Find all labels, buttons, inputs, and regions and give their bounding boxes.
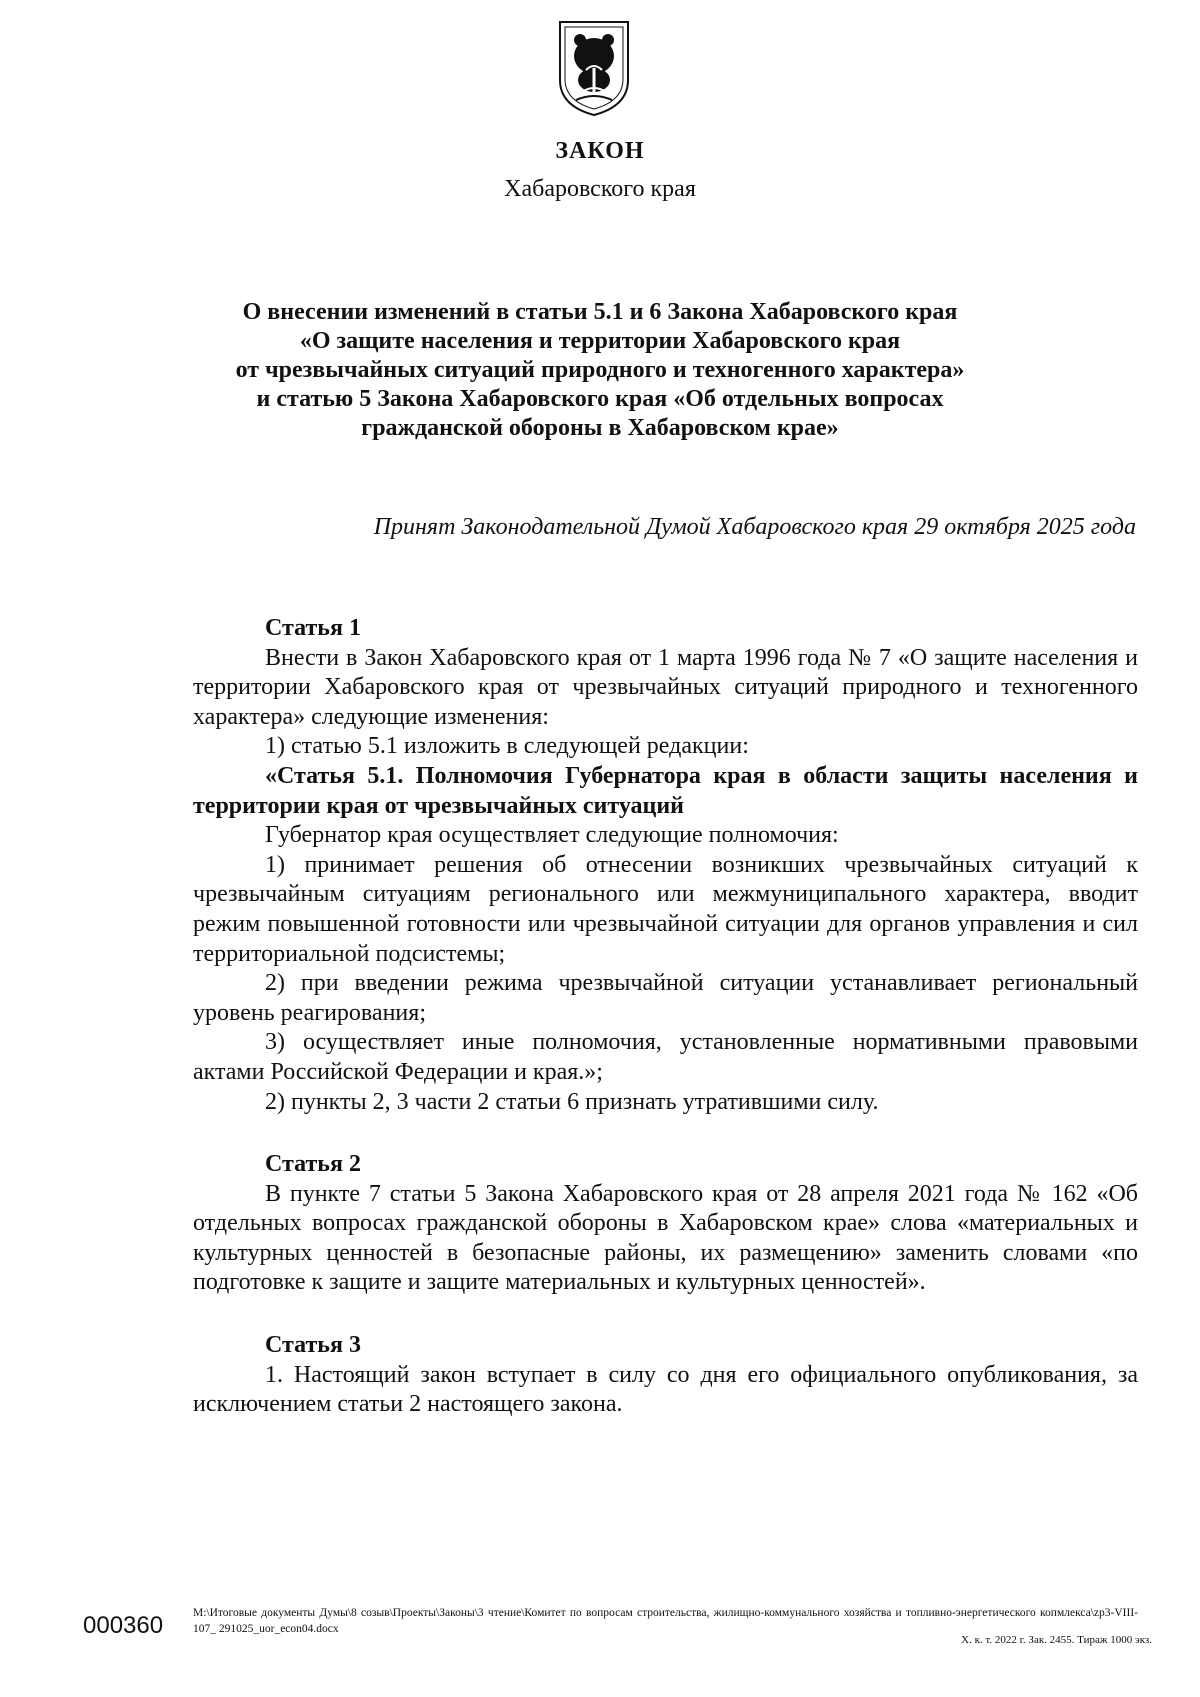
new-article-5-1-title: «Статья 5.1. Полномочия Губернатора края в области защиты населения и территории края от чрезвычайных ситуаций <box>193 762 1138 819</box>
governor-power-1: 1) принимает решения об отнесении возникших чрезвычайных ситуаций к чрезвычайным ситуациям регионального или межмуниципального характера, вводит режим повышенной готовности или чрезвычайной ситуации для органов управления и сил территориальной подсистемы; <box>193 851 1138 967</box>
title-line: О внесении изменений в статьи 5.1 и 6 Закона Хабаровского края <box>242 299 958 325</box>
document-number: 000360 <box>83 1612 164 1639</box>
law-title: ЗАКОН <box>555 138 645 164</box>
article-1-heading: Статья 1 <box>265 615 361 641</box>
region-name: Хабаровского края <box>504 176 696 202</box>
print-info: Х. к. т. 2022 г. Зак. 2455. Тираж 1000 экз. <box>961 1634 1152 1646</box>
document-title <box>200 298 1000 443</box>
article-3-text: 1. Настоящий закон вступает в силу со дня его официального опубликования, за исключением статьи 2 настоящего закона. <box>193 1361 1138 1418</box>
governor-power-2: 2) при введении режима чрезвычайной ситуации устанавливает региональный уровень реагирования; <box>193 970 1138 1026</box>
article-2-heading: Статья 2 <box>265 1151 361 1178</box>
title-line: от чрезвычайных ситуаций природного и техногенного характера» <box>235 357 965 383</box>
adoption-note: Принят Законодательной Думой Хабаровского края 29 октября 2025 года <box>373 514 1136 540</box>
article-1-item-1: 1) статью 5.1 изложить в следующей редакции: <box>265 733 749 760</box>
article-1-intro: Внести в Закон Хабаровского края от 1 марта 1996 года № 7 «О защите населения и территории Хабаровского края от чрезвычайных ситуаций природного и техногенного характера» следующие изменения: <box>193 644 1138 730</box>
title-line: «О защите населения и территории Хабаровского края <box>299 328 901 354</box>
title-line: гражданской обороны в Хабаровском крае» <box>361 415 839 441</box>
article-1-item-2: 2) пункты 2, 3 части 2 статьи 6 признать утратившими силу. <box>265 1088 879 1115</box>
article-2-text: В пункте 7 статьи 5 Закона Хабаровского края от 28 апреля 2021 года № 162 «Об отдельных вопросах гражданской обороны в Хабаровском крае» слова «материальных и культурных ценностей в безопасные районы, их размещению» заменить словами «по подготовке к защите и защите материальных и культурных ценностей». <box>193 1180 1138 1296</box>
document-body <box>193 614 1138 1420</box>
title-line: и статью 5 Закона Хабаровского края «Об отдельных вопросах <box>256 386 944 412</box>
governor-powers-intro: Губернатор края осуществляет следующие полномочия: <box>265 822 839 849</box>
file-path: M:\Итоговые документы Думы\8 созыв\Проекты\Законы\3 чтение\Комитет по вопросам строительства, жилищно-коммунального хозяйства и топливно-энергетического копмлекса\zp3-VIII-107_ 291025_uor_econ04.docx <box>193 1607 1138 1635</box>
khabarovsk-bear-emblem-icon <box>556 18 632 118</box>
article-3-heading: Статья 3 <box>265 1332 361 1359</box>
governor-power-3: 3) осуществляет иные полномочия, установленные нормативными правовыми актами Российской Федерации и края.»; <box>193 1029 1138 1085</box>
